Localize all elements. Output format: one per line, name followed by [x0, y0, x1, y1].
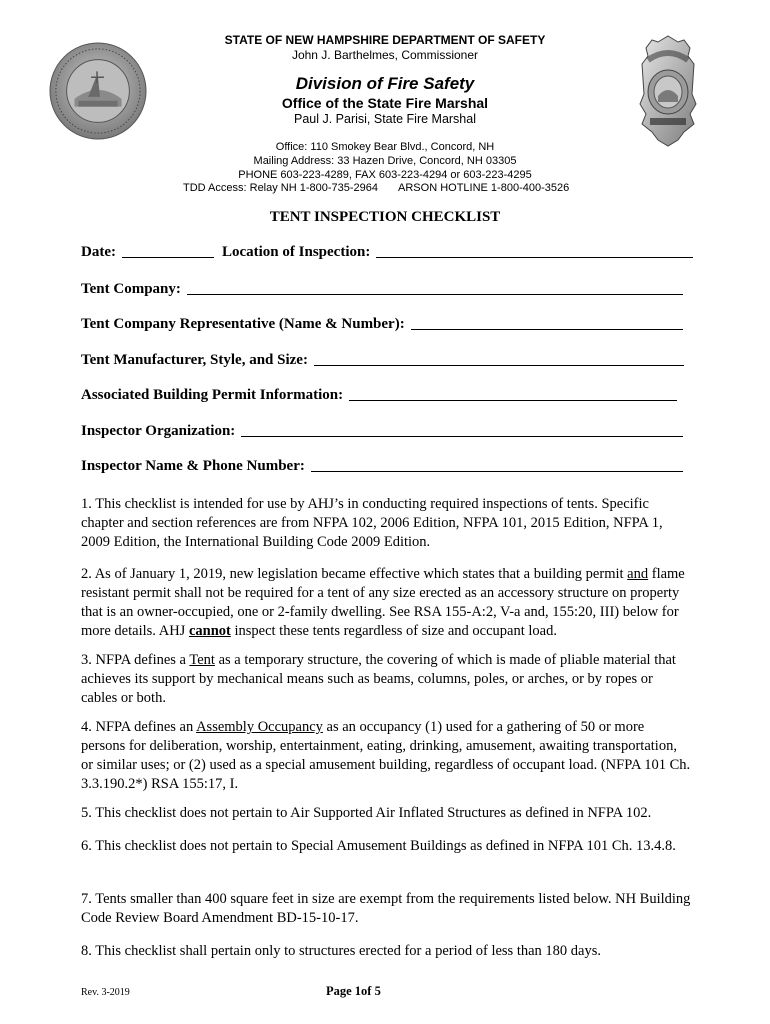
item-3-text-b: as a temporary structure, the covering of which is made of pliable material that achieves its support by mechanical means such as beams, columns, poles, or arches, or by ropes or cables or both. — [81, 652, 676, 706]
department-name: STATE OF NEW HAMPSHIRE DEPARTMENT OF SAFETY — [224, 33, 546, 47]
permit-input[interactable] — [349, 399, 677, 401]
revision-label: Rev. 3-2019 — [81, 987, 130, 998]
arson-hotline: ARSON HOTLINE 1-800-400-3526 — [398, 182, 570, 194]
item-2-and: and — [627, 566, 649, 582]
item-2-text-c: inspect these tents regardless of size and occupant load. — [230, 623, 557, 639]
date-label: Date: — [81, 244, 116, 260]
contact-block — [0, 140, 770, 182]
permit-label: Associated Building Permit Information: — [81, 387, 344, 403]
tent-company-row — [81, 281, 683, 298]
representative-label: Tent Company Representative (Name & Number): — [81, 316, 405, 332]
fire-marshal-name: Paul J. Parisi, State Fire Marshal — [293, 112, 476, 126]
representative-row — [81, 316, 683, 333]
inspector-name-row — [81, 458, 683, 475]
inspector-name-input[interactable] — [311, 470, 683, 472]
item-3-tent: Tent — [189, 652, 215, 668]
date-input[interactable] — [122, 256, 214, 258]
item-3 — [81, 651, 691, 708]
inspector-org-input[interactable] — [241, 435, 683, 437]
item-4-assembly: Assembly Occupancy — [196, 719, 323, 735]
item-2-cannot: cannot — [188, 623, 231, 639]
office-name: Office of the State Fire Marshal — [281, 95, 489, 111]
tent-company-label: Tent Company: — [81, 281, 181, 297]
office-address: Office: 110 Smokey Bear Blvd., Concord, NH — [275, 141, 495, 153]
item-4 — [81, 718, 691, 794]
tdd-line — [183, 182, 569, 194]
item-2 — [81, 565, 691, 641]
commissioner: John J. Barthelmes, Commissioner — [291, 48, 479, 62]
mailing-address: Mailing Address: 33 Hazen Drive, Concord, NH 03305 — [253, 155, 517, 167]
date-field-row — [81, 244, 693, 261]
location-label: Location of Inspection: — [221, 244, 371, 260]
item-6: 6. This checklist does not pertain to Special Amusement Buildings as defined in NFPA 101 Ch. 13.4.8. — [81, 838, 676, 854]
page-number: Page 1of 5 — [326, 984, 381, 998]
location-input[interactable] — [376, 256, 693, 258]
item-4-text-a: 4. NFPA defines an — [81, 719, 197, 735]
page-title: TENT INSPECTION CHECKLIST — [269, 209, 501, 225]
item-1: 1. This checklist is intended for use by AHJ’s in conducting required inspections of tents. Specific chapter and section references are from NFPA 102, 2006 Edition, NFPA 101, 2015 Edition, NFPA 1, 2009 Edition, the International Building Code 2009 Edition. — [81, 496, 663, 550]
item-2-text-b: flame resistant permit shall not be required for a tent of any size erected as an accessory structure on property that is an owner-occupied, one or 2-family dwelling. See RSA 155-A:2, V-a and, 155:20, III) below for more details. AHJ — [81, 566, 685, 639]
item-8: 8. This checklist shall pertain only to structures erected for a period of less than 180 days. — [81, 943, 601, 959]
tent-company-input[interactable] — [187, 293, 683, 295]
tdd-access: TDD Access: Relay NH 1-800-735-2964 — [183, 182, 379, 194]
item-7: 7. Tents smaller than 400 square feet in size are exempt from the requirements listed below. NH Building Code Review Board Amendment BD-15-10-17. — [81, 891, 691, 926]
manufacturer-input[interactable] — [314, 364, 684, 366]
manufacturer-label: Tent Manufacturer, Style, and Size: — [81, 352, 308, 368]
item-4-text-b: as an occupancy (1) used for a gathering of 50 or more persons for deliberation, worship, entertainment, eating, drinking, amusement, awaiting transportation, or similar uses; or (2) used as a special amusement building, regardless of occupant load. (NFPA 101 Ch. 3.3.190.2*) RSA 155:17, I. — [81, 719, 691, 792]
inspector-name-label: Inspector Name & Phone Number: — [81, 458, 305, 474]
inspector-org-row — [81, 423, 683, 440]
division-name: Division of Fire Safety — [295, 74, 475, 93]
item-3-text-a: 3. NFPA defines a — [81, 652, 190, 668]
item-2-text-a: 2. As of January 1, 2019, new legislation became effective which states that a building permit — [81, 566, 628, 582]
inspector-org-label: Inspector Organization: — [81, 423, 236, 439]
item-5: 5. This checklist does not pertain to Air Supported Air Inflated Structures as defined in NFPA 102. — [81, 805, 652, 821]
phone-line: PHONE 603-223-4289, FAX 603-223-4294 or 603-223-4295 — [238, 169, 532, 181]
manufacturer-row — [81, 352, 684, 369]
permit-row — [81, 387, 677, 404]
representative-input[interactable] — [411, 328, 683, 330]
